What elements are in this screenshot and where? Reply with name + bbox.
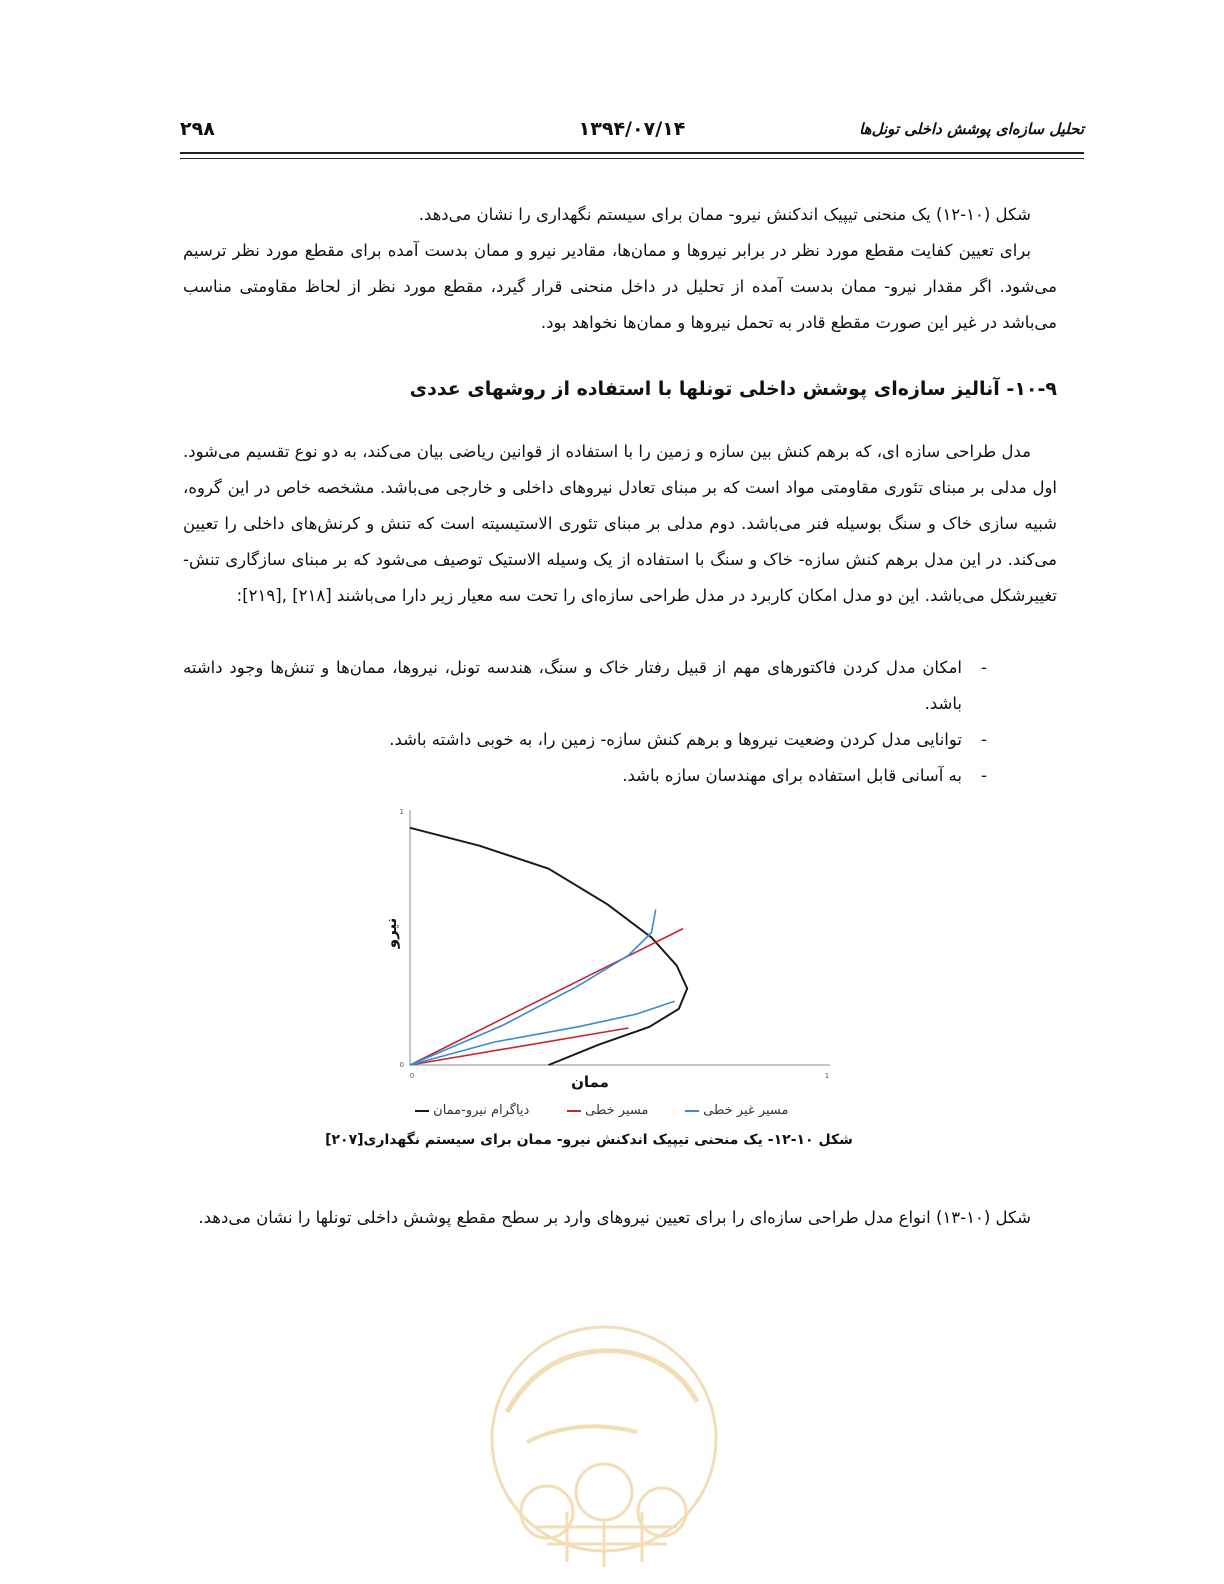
closing-text <box>183 1200 1057 1236</box>
list-item-text: به آسانی قابل استفاده برای مهندسان سازه باشد. <box>622 766 962 785</box>
series-nonlinear-path <box>410 1001 675 1065</box>
section-paragraph: مدل طراحی سازه ای، که برهم کنش بین سازه و زمین را با استفاده از قوانین ریاضی بیان می‌کند، به دو نوع تقسیم می‌شود. اول مدلی بر مبنای تئوری مقاومتی مواد است که بر مبنای تعادل نیروهای داخلی و خارجی می‌باشد. مشخصه خاص در این گروه، شبیه سازی خاک و سنگ بوسیله فنر می‌باشد. دوم مدلی بر مبنای تئوری الاستیسیته است که تنش و کرنش‌های داخلی را تعیین می‌کند. در این مدل برهم کنش سازه- خاک و سنگ با استفاده از یک وسیله الاستیک توصیف می‌شود که بر مبنای سازگاری تنش- تغییرشکل می‌باشد. این دو مدل امکان کاربرد در مدل طراحی سازه‌ای را تحت سه معیار زیر دارا می‌باشند [۲۱۸] ,[۲۱۹]: <box>183 442 1057 605</box>
intro-text <box>183 197 1057 341</box>
list-item <box>183 758 1057 794</box>
bullet-marker: - <box>981 730 987 749</box>
legend-label: دیاگرام نیرو-ممان <box>433 1103 530 1118</box>
interaction-diagram-chart <box>380 800 840 1130</box>
page-header <box>180 118 1084 148</box>
page-number: ۲۹۸ <box>180 118 215 140</box>
list-item <box>183 650 1057 722</box>
legend-item-interaction <box>412 1103 529 1118</box>
header-rule-thin <box>180 158 1084 159</box>
list-item-text: توانایی مدل کردن وضعیت نیروها و برهم کنش سازه- زمین را، به خوبی داشته باشد. <box>389 730 962 749</box>
series-linear-path <box>410 929 683 1065</box>
legend-swatch <box>415 1110 429 1112</box>
legend-swatch <box>567 1110 581 1112</box>
x-tick-label: 0 <box>409 1072 415 1080</box>
watermark-seal <box>487 1322 721 1572</box>
legend-item-linear <box>564 1103 648 1118</box>
header-rule-thick <box>180 152 1084 154</box>
legend-swatch <box>685 1110 699 1112</box>
x-tick-label: 1 <box>824 1072 830 1080</box>
y-tick-label: 1 <box>399 808 404 816</box>
list-item-text: امکان مدل کردن فاکتورهای مهم از قبیل رفتار خاک و سنگ، هندسه تونل، نیروها، ممان‌ها و تنش‌ها وجود داشته باشد. <box>183 658 962 713</box>
chart-legend <box>412 1103 798 1125</box>
legend-label: مسیر غیر خطی <box>703 1103 789 1118</box>
y-axis-label: نیرو <box>382 917 400 949</box>
chart-series-layer <box>410 828 687 1065</box>
header-date: ۱۳۹۴/۰۷/۱۴ <box>578 118 686 140</box>
legend-item-nonlinear <box>682 1103 789 1118</box>
intro-paragraph-1: شکل (۱۰-۱۲) یک منحنی تیپیک اندکنش نیرو- ممان برای سیستم نگهداری را نشان می‌دهد. <box>418 205 1031 224</box>
closing-paragraph: شکل (۱۰-۱۳) انواع مدل طراحی سازه‌ای را برای تعیین نیروهای وارد بر سطح مقطع پوشش داخلی تونلها را نشان می‌دهد. <box>198 1208 1031 1227</box>
section-heading: ۱۰-۹- آنالیز سازه‌ای پوشش داخلی تونلها با استفاده از روشهای عددی <box>409 378 1057 400</box>
figure-caption: شکل ۱۰-۱۲- یک منحنی تیپیک اندکنش نیرو- ممان برای سیستم نگهداری[۲۰۷] <box>325 1132 853 1148</box>
legend-label: مسیر خطی <box>585 1103 649 1118</box>
section-body <box>183 434 1057 614</box>
header-title: تحلیل سازه‌ای پوشش داخلی تونل‌ها <box>859 120 1084 138</box>
bullet-marker: - <box>981 766 987 785</box>
y-tick-label: 0 <box>399 1061 404 1069</box>
series-nonlinear-path <box>410 910 656 1066</box>
bullet-marker: - <box>981 658 987 677</box>
criteria-list <box>183 650 1057 794</box>
x-axis-label: ممان <box>571 1073 609 1091</box>
intro-paragraph-2: برای تعیین کفایت مقطع مورد نظر در برابر نیروها و ممان‌ها، مقادیر نیرو و ممان بدست آمده برای مقطع مورد نظر ترسیم می‌شود. اگر مقدار نیرو- ممان بدست آمده از تحلیل در داخل منحنی قرار گیرد، مقطع مورد نظر از لحاظ مقاومتی مناسب می‌باشد در غیر این صورت مقطع قادر به تحمل نیروها و ممان‌ها نخواهد بود. <box>183 241 1057 332</box>
list-item <box>183 722 1057 758</box>
